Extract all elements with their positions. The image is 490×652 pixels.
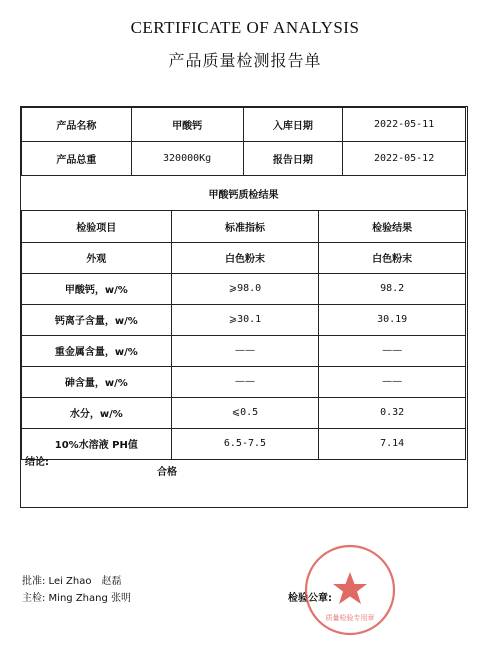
title-english: CERTIFICATE OF ANALYSIS (130, 18, 360, 37)
company-seal-stamp (300, 540, 400, 640)
report-date-value: 2022-05-12 (343, 142, 466, 176)
total-weight-label: 产品总重 (22, 142, 132, 176)
table-header-row (22, 211, 466, 242)
row-standard: ⩾30.1 (171, 304, 319, 335)
row-item: 砷含量，w/% (22, 366, 172, 397)
row-standard: ⩾98.0 (171, 273, 319, 304)
total-weight-value: 320000Kg (131, 142, 243, 176)
conclusion-label: 结论: (25, 457, 49, 468)
table-row (22, 366, 466, 397)
product-name-value: 甲酸钙 (131, 108, 243, 142)
table-row (22, 397, 466, 428)
row-standard: —— (171, 335, 319, 366)
table-row (22, 242, 466, 273)
row-item: 重金属含量，w/% (22, 335, 172, 366)
row-standard: 6.5-7.5 (171, 428, 319, 459)
conclusion-value: 合格 (157, 467, 177, 478)
title-chinese: 产品质量检测报告单 (168, 51, 322, 70)
header-standard: 标准指标 (171, 211, 319, 242)
row-standard: 白色粉末 (171, 242, 319, 273)
inspection-seal-label: 检验公章: (288, 593, 332, 604)
seal-text: 质量检验专用章 (325, 614, 375, 622)
row-result: 30.19 (319, 304, 466, 335)
table-row (22, 335, 466, 366)
row-item: 10%水溶液 PH值 (22, 428, 172, 459)
row-result: 98.2 (319, 273, 466, 304)
report-table-frame (20, 106, 468, 508)
row-result: 0.32 (319, 397, 466, 428)
conclusion-area (21, 451, 466, 507)
table-row (22, 142, 466, 176)
row-item: 外观 (22, 242, 172, 273)
report-date-label: 报告日期 (243, 142, 343, 176)
row-result: 白色粉末 (319, 242, 466, 273)
table-row (22, 273, 466, 304)
product-info-table (21, 107, 466, 176)
row-result: —— (319, 366, 466, 397)
row-item: 甲酸钙，w/% (22, 273, 172, 304)
table-row (22, 108, 466, 142)
row-item: 钙离子含量，w/% (22, 304, 172, 335)
seal-star-icon (333, 572, 367, 604)
storage-date-value: 2022-05-11 (343, 108, 466, 142)
table-row (22, 304, 466, 335)
section-title: 甲酸钙质检结果 (21, 175, 466, 211)
row-standard: ⩽0.5 (171, 397, 319, 428)
product-name-label: 产品名称 (22, 108, 132, 142)
results-table (21, 211, 466, 460)
row-result: —— (319, 335, 466, 366)
row-item: 水分，w/% (22, 397, 172, 428)
header-item: 检验项目 (22, 211, 172, 242)
storage-date-label: 入库日期 (243, 108, 343, 142)
row-standard: —— (171, 366, 319, 397)
inspector-signature: 主检: Ming Zhang 张明 (22, 593, 131, 604)
approver-signature: 批准: Lei Zhao 赵磊 (22, 576, 122, 587)
row-result: 7.14 (319, 428, 466, 459)
header-result: 检验结果 (319, 211, 466, 242)
